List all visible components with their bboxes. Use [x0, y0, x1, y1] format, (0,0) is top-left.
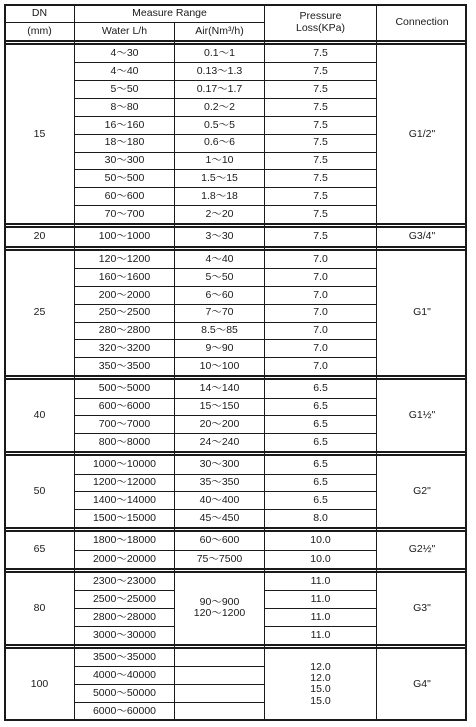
air-range-cell: 7～70: [175, 304, 265, 322]
dn-cell: 15: [5, 44, 75, 224]
connection-cell: G4": [377, 648, 468, 721]
pressure-loss-cell: 6.5: [265, 416, 377, 434]
air-range-cell: 45～450: [175, 510, 265, 529]
connection-cell: G1/2": [377, 44, 468, 224]
pressure-loss-cell: 6.5: [265, 455, 377, 474]
pressure-loss-cell: 7.5: [265, 170, 377, 188]
water-range-cell: 1000～10000: [75, 455, 175, 474]
table-row: [5, 44, 468, 63]
water-range-cell: 700～7000: [75, 416, 175, 434]
water-range-cell: 8～80: [75, 98, 175, 116]
pressure-loss-cell: 7.5: [265, 98, 377, 116]
connection-cell: G1½": [377, 379, 468, 452]
water-range-cell: 5～50: [75, 81, 175, 99]
air-header: Air(Nm³/h): [175, 23, 265, 42]
pressure-loss-cell: 7.0: [265, 250, 377, 269]
air-range-cell: 2～20: [175, 206, 265, 225]
table-row: [5, 250, 468, 269]
air-range-cell-empty: [175, 702, 265, 720]
pressure-loss-cell: 7.0: [265, 322, 377, 340]
air-range-cell: 0.6～6: [175, 134, 265, 152]
pressure-loss-cell: 11.0: [265, 608, 377, 626]
pressure-loss-cell: 6.5: [265, 474, 377, 492]
pressure-loss-line: 15.0: [310, 694, 331, 707]
water-range-cell: 2300～23000: [75, 572, 175, 591]
water-range-cell: 200～2000: [75, 286, 175, 304]
air-range-cell: 24～240: [175, 434, 265, 453]
air-range-cell: 1.8～18: [175, 188, 265, 206]
water-range-cell: 50～500: [75, 170, 175, 188]
pressure-loss-cell: 7.5: [265, 227, 377, 246]
water-range-cell: 4～30: [75, 44, 175, 63]
dn-cell: 65: [5, 531, 75, 568]
connection-cell: G1": [377, 250, 468, 377]
air-range-cell-empty: [175, 684, 265, 702]
water-range-cell: 4000～40000: [75, 666, 175, 684]
water-range-cell: 2800～28000: [75, 608, 175, 626]
water-range-cell: 1400～14000: [75, 492, 175, 510]
water-range-cell: 3500～35000: [75, 648, 175, 667]
table-row: [5, 227, 468, 246]
water-range-cell: 1800～18000: [75, 531, 175, 550]
pressure-loss-cell: 7.5: [265, 206, 377, 225]
connection-cell: G3/4": [377, 227, 468, 246]
water-range-cell: 320～3200: [75, 340, 175, 358]
connection-header: Connection: [377, 5, 468, 42]
pressure-header-line1: Pressure: [299, 10, 342, 23]
pressure-loss-cell: 7.0: [265, 340, 377, 358]
pressure-loss-cell: 7.5: [265, 116, 377, 134]
air-range-cell: 14～140: [175, 379, 265, 398]
water-range-cell: 250～2500: [75, 304, 175, 322]
pressure-loss-cell: 7.5: [265, 152, 377, 170]
pressure-header-line2: Loss(KPa): [295, 21, 346, 34]
pressure-loss-line: 12.0: [310, 660, 331, 673]
air-range-cell: 5～50: [175, 268, 265, 286]
water-range-cell: 2500～25000: [75, 590, 175, 608]
water-range-cell: 30～300: [75, 152, 175, 170]
air-range-cell: 30～300: [175, 455, 265, 474]
air-range-cell-empty: [175, 648, 265, 667]
pressure-loss-cell: 6.5: [265, 379, 377, 398]
measure-range-header: Measure Range: [75, 5, 265, 23]
pressure-loss-cell: 7.5: [265, 44, 377, 63]
dn-unit-header: (mm): [5, 23, 75, 42]
air-range-cell-merged: [175, 572, 265, 645]
dn-cell: 50: [5, 455, 75, 528]
pressure-loss-cell: 7.5: [265, 134, 377, 152]
connection-cell: G3": [377, 572, 468, 645]
water-range-cell: 1200～12000: [75, 474, 175, 492]
air-range-cell: 20～200: [175, 416, 265, 434]
air-range-cell: 0.13～1.3: [175, 63, 265, 81]
air-range-cell: 1.5～15: [175, 170, 265, 188]
air-range-cell: 40～400: [175, 492, 265, 510]
air-range-cell: 10～100: [175, 358, 265, 377]
air-range-cell: 8.5～85: [175, 322, 265, 340]
air-range-cell: 0.2～2: [175, 98, 265, 116]
water-range-cell: 2000～20000: [75, 550, 175, 569]
water-range-cell: 70～700: [75, 206, 175, 225]
pressure-loss-cell: 7.5: [265, 81, 377, 99]
water-range-cell: 60～600: [75, 188, 175, 206]
pressure-loss-cell: 7.0: [265, 358, 377, 377]
air-range-cell: 1～10: [175, 152, 265, 170]
pressure-loss-cell: 11.0: [265, 626, 377, 645]
spec-table-frame: [4, 4, 467, 721]
table-row: [5, 531, 468, 550]
water-range-cell: 6000～60000: [75, 702, 175, 720]
pressure-loss-cell: 7.0: [265, 286, 377, 304]
pressure-loss-cell-merged: [265, 648, 377, 721]
air-range-cell: 0.1～1: [175, 44, 265, 63]
air-range-cell: 35～350: [175, 474, 265, 492]
pressure-loss-header: [265, 5, 377, 42]
water-range-cell: 3000～30000: [75, 626, 175, 645]
water-range-cell: 500～5000: [75, 379, 175, 398]
dn-cell: 20: [5, 227, 75, 246]
pressure-loss-line: 15.0: [310, 683, 331, 696]
air-range-cell: 9～90: [175, 340, 265, 358]
connection-cell: G2": [377, 455, 468, 528]
dn-cell: 100: [5, 648, 75, 721]
air-range-cell: 60～600: [175, 531, 265, 550]
water-range-cell: 160～1600: [75, 268, 175, 286]
air-range-line: 120～1200: [193, 607, 246, 620]
water-range-cell: 4～40: [75, 63, 175, 81]
water-range-cell: 1500～15000: [75, 510, 175, 529]
pressure-loss-cell: 7.5: [265, 63, 377, 81]
water-range-cell: 18～180: [75, 134, 175, 152]
pressure-loss-cell: 7.0: [265, 268, 377, 286]
pressure-loss-cell: 10.0: [265, 550, 377, 569]
water-range-cell: 800～8000: [75, 434, 175, 453]
connection-cell: G2½": [377, 531, 468, 568]
pressure-loss-cell: 11.0: [265, 572, 377, 591]
dn-cell: 80: [5, 572, 75, 645]
dn-cell: 40: [5, 379, 75, 452]
air-range-cell-empty: [175, 666, 265, 684]
pressure-loss-cell: 6.5: [265, 398, 377, 416]
dn-header: DN: [5, 5, 75, 23]
water-range-cell: 100～1000: [75, 227, 175, 246]
air-range-cell: 3～30: [175, 227, 265, 246]
air-range-cell: 6～60: [175, 286, 265, 304]
table-row: [5, 648, 468, 667]
pressure-loss-cell: 7.0: [265, 304, 377, 322]
pressure-loss-cell: 11.0: [265, 590, 377, 608]
water-range-cell: 350～3500: [75, 358, 175, 377]
water-range-cell: 120～1200: [75, 250, 175, 269]
water-range-cell: 600～6000: [75, 398, 175, 416]
pressure-loss-cell: 10.0: [265, 531, 377, 550]
table-row: [5, 455, 468, 474]
air-range-cell: 15～150: [175, 398, 265, 416]
pressure-loss-cell: 6.5: [265, 492, 377, 510]
table-row: [5, 379, 468, 398]
water-range-cell: 5000～50000: [75, 684, 175, 702]
spec-table: [4, 4, 467, 721]
air-range-line: 90～900: [199, 595, 240, 608]
pressure-loss-line: 12.0: [310, 672, 331, 685]
pressure-loss-cell: 8.0: [265, 510, 377, 529]
air-range-cell: 4～40: [175, 250, 265, 269]
pressure-loss-cell: 6.5: [265, 434, 377, 453]
water-header: Water L/h: [75, 23, 175, 42]
air-range-cell: 75～7500: [175, 550, 265, 569]
water-range-cell: 16～160: [75, 116, 175, 134]
header-row: [5, 5, 468, 23]
water-range-cell: 280～2800: [75, 322, 175, 340]
table-row: [5, 572, 468, 591]
air-range-cell: 0.17～1.7: [175, 81, 265, 99]
pressure-loss-cell: 7.5: [265, 188, 377, 206]
air-range-cell: 0.5～5: [175, 116, 265, 134]
dn-cell: 25: [5, 250, 75, 377]
